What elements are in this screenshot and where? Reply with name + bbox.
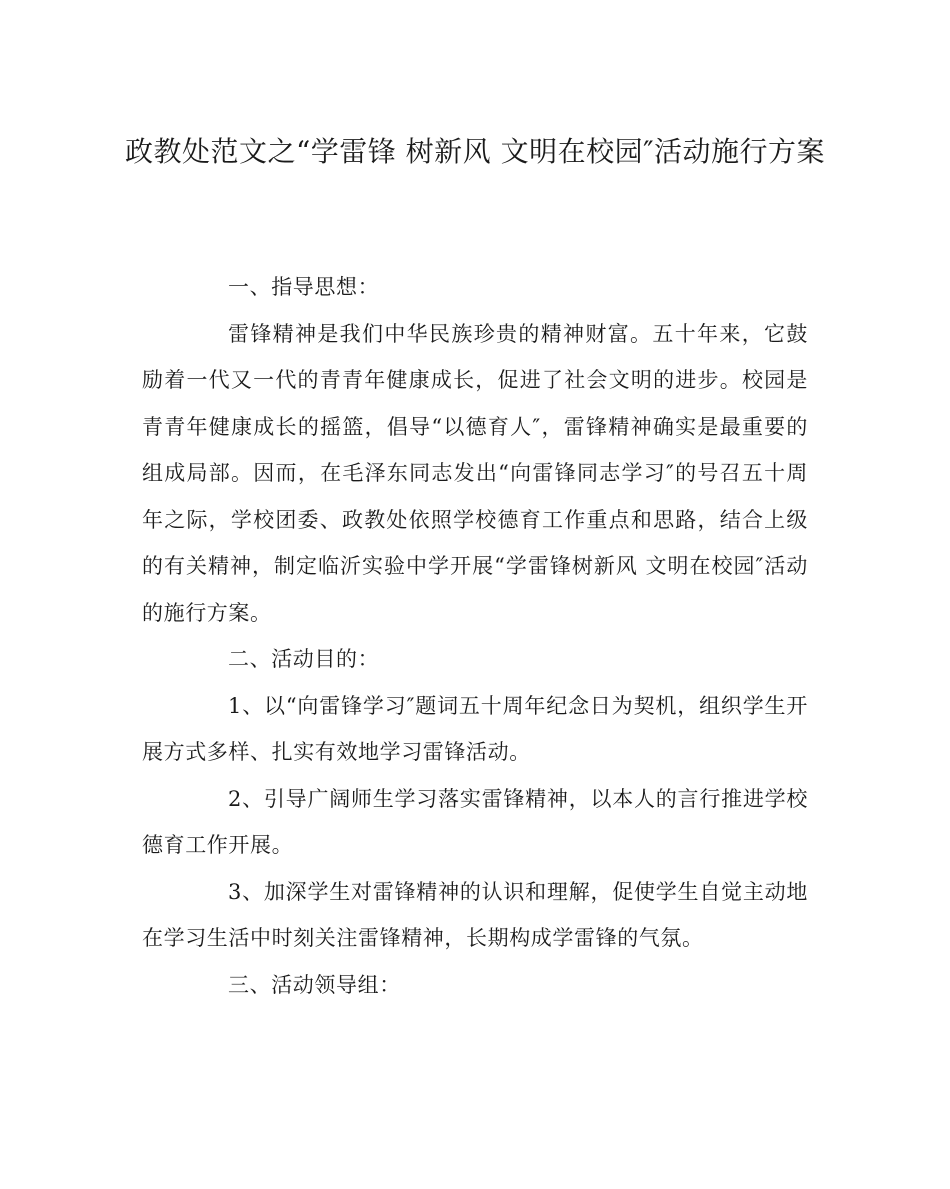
- section-heading-leadership-group: 三、活动领导组：: [228, 972, 401, 997]
- paragraph-purpose-2: 2、引导广阔师生学习落实雷锋精神，以本人的言行推进学校德育工作开展。: [142, 786, 808, 857]
- section-heading-guiding-ideology: 一、指导思想：: [228, 275, 380, 299]
- document-body: [142, 264, 808, 1008]
- paragraph-lei-feng-spirit: 雷锋精神是我们中华民族珍贵的精神财富。五十年来，它鼓励着一代又一代的青青年健康成长，促进了社会文明的进步。校园是青青年健康成长的摇篮，倡导“以德育人″，雷锋精神确实是最重要的组成局部。因而，在毛泽东同志发出“向雷锋同志学习″的号召五十周年之际，学校团委、政教处依照学校德育工作重点和思路，结合上级的有关精神，制定临沂实验中学开展“学雷锋树新风 文明在校园″活动的施行方案。: [142, 321, 808, 625]
- section-heading-activity-purpose: 二、活动目的：: [228, 647, 380, 671]
- paragraph-purpose-3: 3、加深学生对雷锋精神的认识和理解，促使学生自觉主动地在学习生活中时刻关注雷锋精神，长期构成学雷锋的气氛。: [142, 879, 808, 950]
- paragraph-purpose-1: 1、以“向雷锋学习″题词五十周年纪念日为契机，组织学生开展方式多样、扎实有效地学习雷锋活动。: [142, 693, 808, 764]
- document-title: 政教处范文之“学雷锋 树新风 文明在校园″活动施行方案: [124, 135, 826, 168]
